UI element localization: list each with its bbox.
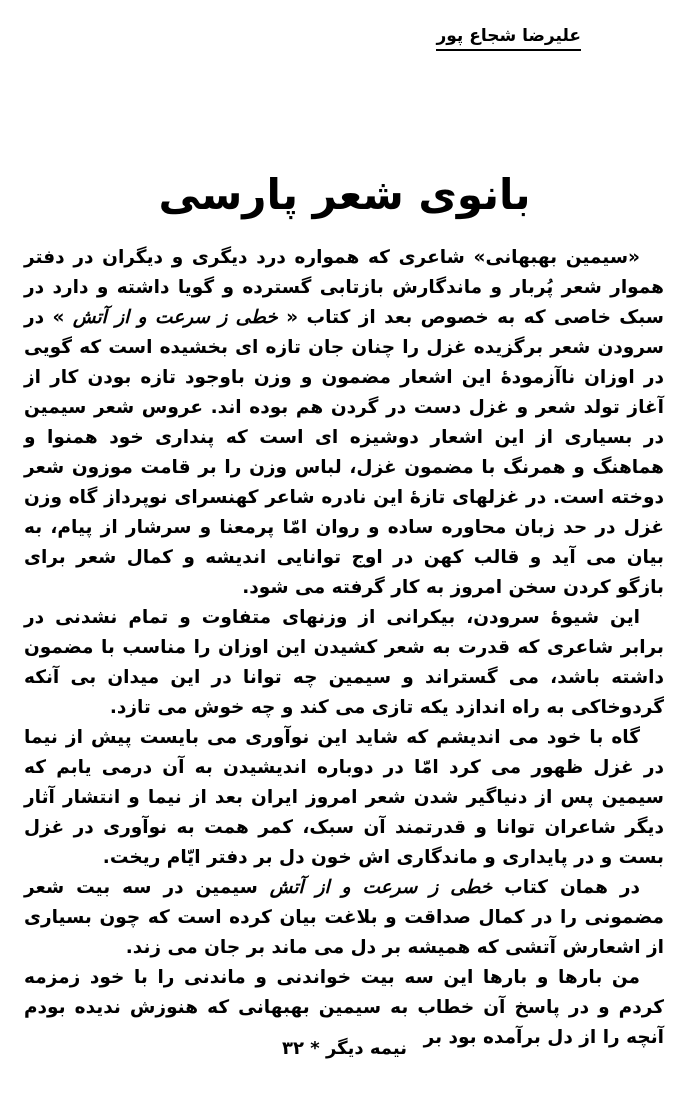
paragraph-2 — [24, 603, 664, 723]
page-title: بانوی شعر پارسی — [158, 170, 531, 220]
paragraph-3-text: گاه با خود می اندیشم که شاید این نوآوری می بایست پیش از نیما در غزل ظهور می کرد امّا در دوباره اندیشیدن به آن درمی یابم که سیمین پس از دنیاگیر شدن شعر امروز ایران بعد از نیما و انتشار آثار دیگر شاعران توانا و قدرتمند آن سبک، کمر همت به نوآوری در غزل بست و در پایداری و ماندگاری اش خون دل بر دفتر ایّام ریخت. — [24, 727, 664, 868]
paragraph-1 — [24, 243, 664, 603]
paragraph-5-text: من بارها و بارها این سه بیت خواندنی و ماندنی را با خود زمزمه کردم و در پاسخ آن خطاب به سیمین بهبهانی که هنوزش ندیده بودم آنچه را از دل برآمده بود بر — [24, 967, 664, 1048]
paragraph-3 — [24, 723, 664, 873]
paragraph-1-text: «سیمین بهبهانی» شاعری که همواره درد دیگری و دیگران در دفتر هموار شعر پُربار و ماندگارش بازتابی گسترده و گویا داشته و دارد در سبک خاصی که به خصوص بعد از کتاب « — [24, 247, 664, 328]
paragraph-4 — [24, 873, 664, 963]
page-footer: نیمه دیگر * ۳۲ — [282, 1038, 407, 1059]
paragraph-4-text-continued: سیمین در سه بیت شعر مضمونی را در کمال صداقت و بلاغت بیان کرده است که چون بسیاری از اشعارش آتشی که همیشه بر دل می ماند بر جان می زند. — [24, 877, 664, 958]
book-title-emphasis: خطی ز سرعت و از آتش — [72, 307, 278, 328]
paragraph-2-text: این شیوهٔ سرودن، بیکرانی از وزنهای متفاوت و تمام نشدنی در برابر شاعری که قدرت به شعر کشیدن این اوزان را مناسب با مضمون داشته باشد، می گستراند و سیمین چه توانا در این میدان بی آنکه گردوخاکی به راه اندازد یکه تازی می کند و چه خوش می تازد. — [24, 607, 664, 718]
article-body — [24, 243, 664, 1053]
paragraph-1-text-continued: » در سرودن شعر برگزیده غزل را چنان جان تازه ای بخشیده است که گویی در اوزان ناآزمودهٔ این اشعار مضمون و وزن باوجود تازه بودن کار از آغاز تولد شعر و غزل دست در گردن هم بوده اند. عروس شعر سیمین در بسیاری از این اشعار دوشیزه ای است که پنداری خود همنوا و هماهنگ و همرنگ با مضمون غزل، لباس وزن را بر قامت موزون شعر دوخته است. در غزلهای تازهٔ این نادره شاعر کهنسرای نوپرداز گاه وزن غزل در حد زبان محاوره ساده و روان امّا پرمعنا و سرشار از پیام، به بیان می آید و قالب کهن در اوج توانایی اندیشه و کمال شعر برای بازگو کردن سخن امروز به کار گرفته می شود. — [24, 307, 664, 598]
author-header: علیرضا شجاع پور — [436, 26, 581, 51]
paragraph-4-text: در همان کتاب — [492, 877, 640, 898]
book-title-emphasis-2: خطی ز سرعت و از آتش — [269, 877, 493, 898]
